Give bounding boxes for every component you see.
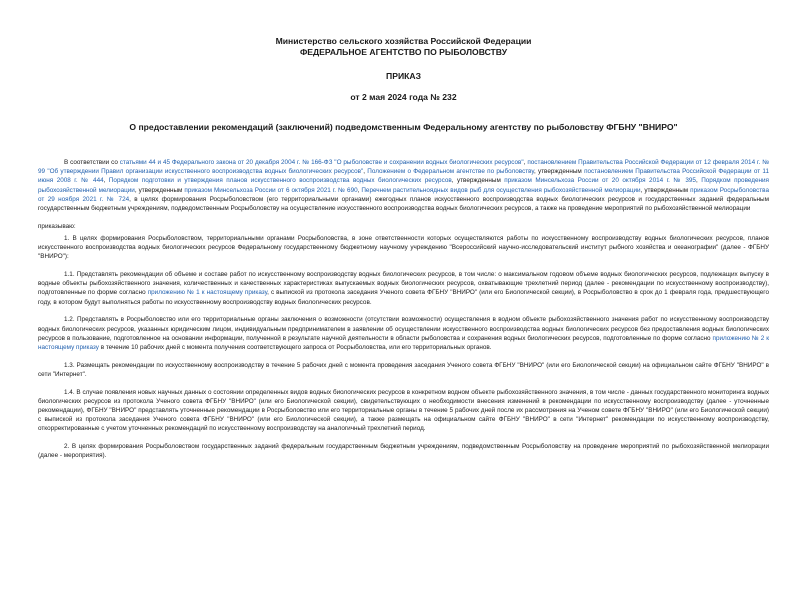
document-body (38, 158, 769, 460)
item-text: , с выпиской из протокола заседания Ученого совета ФГБНУ "ВНИРО" (или его Биологической секции), в Росрыболовство в срок до 1 февраля года, предшествующего году, в котором будут выполняться работы по искусственному воспроизводству водных биологических ресурсов. (38, 289, 769, 306)
link-order-724[interactable]: приказом Росрыболовства от 29 ноября 2021 г. № 724 (38, 186, 769, 203)
link-pp-444[interactable]: постановлением Правительства Российской Федерации от 11 июня 2008 г. № 444 (38, 168, 770, 185)
preamble-text: , (357, 186, 362, 194)
order-word: приказываю: (38, 222, 76, 230)
item-text: 1.1. Представлять рекомендации об объеме и составе работ по искусственному воспроизводству водных биологических ресурсов, в том числе: о максимальном годовом объеме водных биологических ресурсов, подлежащих выпуску в водные объекты рыбохозяйственного значения, количественных и качественных характеристиках выпускаемых водных биологических ресурсов, охватывающие трехлетний период (далее - рекомендации по искусственному воспроизводству), подготовленные по форме согласно (38, 271, 769, 297)
item-1-3: 1.3. Размещать рекомендации по искусственному воспроизводству в течение 5 рабочих дней с момента проведения заседания Ученого совета ФГБНУ "ВНИРО" (или его Биологической секции) на официальном сайте ФГБНУ "ВНИРО" в сети "Интернет". (38, 361, 769, 378)
preamble-text: , утвержденным (533, 168, 585, 176)
item-1-1 (38, 270, 769, 307)
item-1: 1. В целях формирования Росрыболовством, территориальными органами Росрыболовства, в зоне ответственности которых осуществляются работы по искусственному воспроизводству водных биологических ресурсов, планов искусственного воспроизводства водных биологических ресурсов Федеральному государственному бюджетному научному учреждению "Всероссийский научно-исследовательский институт рыбного хозяйства и океанографии" (далее - ФГБНУ "ВНИРО"): (38, 234, 769, 261)
link-appendix-2[interactable]: приложению № 2 к настоящему приказу (38, 334, 769, 351)
link-planning-procedure[interactable]: Порядком подготовки и утверждения планов искусственного воспроизводства водных биологических ресурсов (108, 177, 452, 185)
item-text: в течение 10 рабочих дней с момента получения соответствующего запроса от Росрыболовства, или его территориальных органов. (98, 343, 492, 351)
preamble-text: , утвержденным (134, 186, 185, 194)
agency-name: ФЕДЕРАЛЬНОЕ АГЕНТСТВО ПО РЫБОЛОВСТВУ (299, 47, 508, 57)
ministry-name: Министерство сельского хозяйства Российской Федерации (275, 36, 532, 46)
preamble-text: , (363, 168, 368, 176)
preamble-text: , утвержденным (640, 186, 691, 194)
link-pp-99[interactable]: постановлением Правительства Российской Федерации от 12 февраля 2014 г. № 99 "Об утверждении Правил организации искусственного воспроизводства водных биологических ресурсов" (38, 159, 770, 176)
item-text: 1.2. Представлять в Росрыболовство или его территориальные органы заключения о возможности (отсутствии возможности) осуществления в водном объекте рыбохозяйственного значения работ по искусственному воспроизводству водных биологических ресурсов, указанных юридическим лицом, индивидуальным предпринимателем в заявлении об осуществлении искусственного воспроизводства водных биологических ресурсов без предоставления водных биологических ресурсов в пользование, подготовленное на основании информации, полученной в результате научной деятельности в области рыболовства и сохранения водных биологических ресурсов, подготовленные по форме согласно (38, 316, 769, 342)
preamble-text: , (695, 177, 702, 185)
item-2: 2. В целях формирования Росрыболовством государственных заданий федеральным государственным бюджетным учреждениям, подведомственным Росрыболовству на проведение мероприятий по рыбохозяйственной мелиорации (далее - мероприятия). (38, 443, 769, 460)
preamble-text: , утвержденным (451, 177, 505, 185)
preamble-paragraph (38, 158, 769, 213)
link-fish-species-list[interactable]: Перечнем растительноядных видов рыб для осуществления рыбохозяйственной мелиорации (361, 186, 641, 194)
document-date-number: от 2 мая 2024 года № 232 (350, 92, 457, 102)
link-appendix-1[interactable]: приложению № 1 к настоящему приказу (147, 289, 268, 297)
document-subject: О предоставлении рекомендаций (заключений) подведомственным Федеральному агентству по рыболовству ФГБНУ "ВНИРО" (129, 122, 678, 132)
document-type: ПРИКАЗ (386, 71, 421, 81)
link-fz-166[interactable]: статьями 44 и 45 Федерального закона от 20 декабря 2004 г. № 166-ФЗ "О рыболовстве и сохранении водных биологических ресурсов" (119, 159, 524, 166)
preamble-text: , (523, 159, 528, 166)
document-page (0, 36, 807, 607)
preamble-text: , в целях формирования Росрыболовством (его территориальными органами) ежегодных планов искусственного воспроизводства водных биологических ресурсов и государственных заданий федеральным государственным бюджетным учреждениям, подведомственным Росрыболовству на осуществление искусственного воспроизводства водных биологических ресурсов, а также на проведение мероприятий по рыбохозяйственной мелиорации (38, 195, 769, 213)
link-melioration-procedure[interactable]: Порядком проведения рыбохозяйственной мелиорации (38, 177, 769, 194)
preamble-text: В соответствии со (64, 159, 120, 166)
link-order-395[interactable]: приказом Минсельхоза России от 20 октября 2014 г. № 395 (504, 177, 696, 185)
item-1-4: 1.4. В случае появления новых научных данных о состоянии определенных видов водных биологических ресурсов в конкретном водном объекте рыбохозяйственного значения, в том числе - данных государственного мониторинга водных биологических ресурсов из протокола Ученого совета ФГБНУ "ВНИРО" (или его Биологической секции), свидетельствующих о необходимости внесения изменений в рекомендации по искусственному воспроизводству (далее - уточненные рекомендации), ФГБНУ "ВНИРО" представлять уточненные рекомендации в Росрыболовство или его территориальные органы в течение 5 рабочих дней после их рассмотрения на Ученом совете ФГБНУ "ВНИРО" (или его Биологической секции) с выпиской из протокола заседания Ученого совета ФГБНУ "ВНИРО" (или его Биологической секции), а также размещать на официальном сайте ФГБНУ "ВНИРО" в сети "Интернет" рекомендации по искусственному воспроизводству, откорректированные с учетом уточненных рекомендаций по искусственному воспроизводству на аналогичный трехлетний период. (38, 388, 769, 433)
link-agency-regulation[interactable]: Положением о Федеральном агентстве по рыболовству (367, 168, 534, 176)
item-1-2 (38, 315, 769, 352)
preamble-text: , (103, 177, 109, 185)
link-order-690[interactable]: приказом Минсельхоза России от 6 октября 2021 г. № 690 (184, 186, 358, 194)
